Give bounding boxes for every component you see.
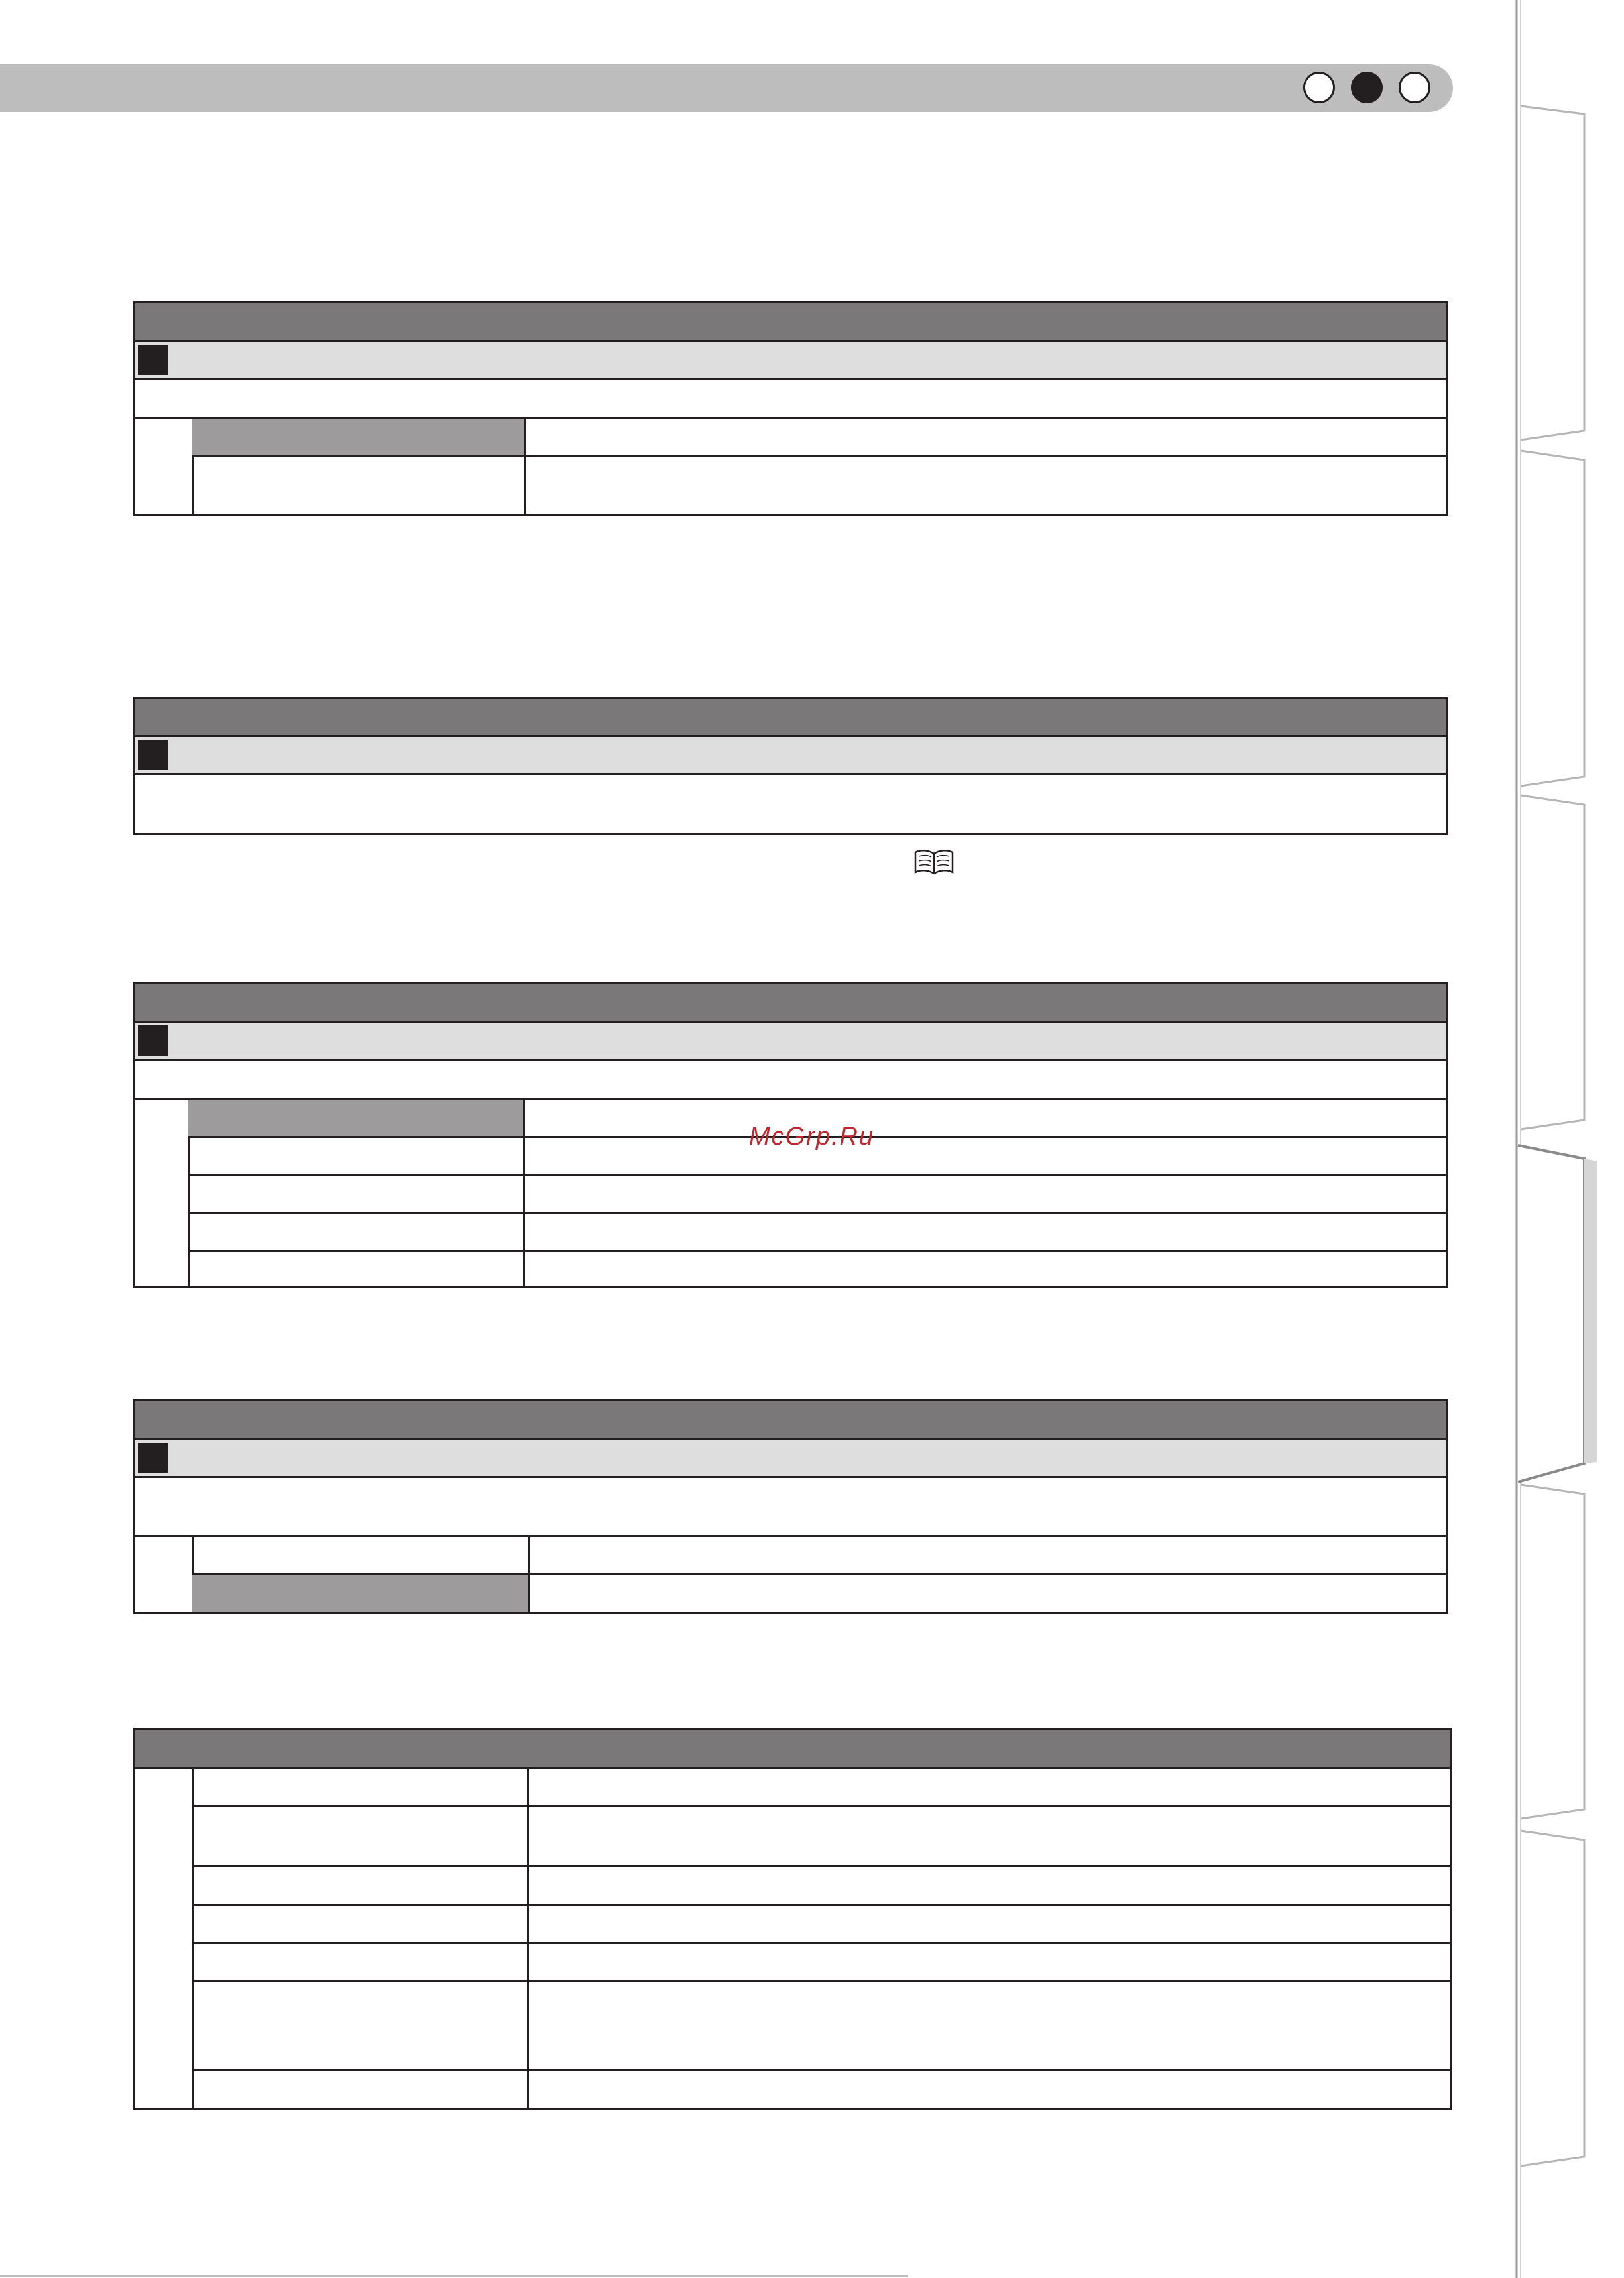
table-1-option-2-label xyxy=(192,457,526,514)
chapter-tabs xyxy=(1511,0,1624,2278)
table-5-option-6-label xyxy=(192,1982,529,2071)
table-5-option-2-value xyxy=(529,1807,1450,1867)
table-3-option-5-value xyxy=(525,1252,1446,1286)
table-3-option-1-label xyxy=(188,1100,525,1138)
section-marker-icon xyxy=(138,345,168,375)
section-marker-icon xyxy=(138,1443,168,1473)
page-indicator-dot-1 xyxy=(1303,72,1335,103)
table-1-header xyxy=(135,303,1446,342)
table-5-option-7-label xyxy=(192,2071,529,2108)
table-5-indent xyxy=(135,1769,194,2108)
table-1-option-1-label xyxy=(192,419,526,457)
table-1-subheader xyxy=(135,342,1446,380)
page-indicator-dot-3 xyxy=(1399,72,1430,103)
table-3-option-5-label xyxy=(188,1252,525,1286)
table-1-option-1-value xyxy=(526,419,1446,457)
table-4-option-2-label xyxy=(192,1575,530,1612)
table-4-option-1-value xyxy=(530,1537,1446,1575)
table-5-option-4-value xyxy=(529,1906,1450,1944)
table-3-description xyxy=(135,1061,1446,1100)
table-4-header xyxy=(135,1401,1446,1440)
table-5-option-3-value xyxy=(529,1867,1450,1906)
table-4-subheader xyxy=(135,1440,1446,1478)
section-marker-icon xyxy=(138,1025,168,1056)
table-5-option-5-value xyxy=(529,1944,1450,1982)
table-2-description xyxy=(135,775,1446,833)
table-5-option-7-value xyxy=(529,2071,1450,2108)
settings-table-1 xyxy=(133,301,1448,516)
table-3-option-2-value xyxy=(525,1138,1446,1176)
table-1-indent xyxy=(135,419,194,514)
book-icon xyxy=(913,848,955,875)
table-5-option-1-label xyxy=(192,1769,529,1807)
table-3-option-4-value xyxy=(525,1214,1446,1252)
header-bar xyxy=(0,64,1453,112)
table-3-option-3-value xyxy=(525,1176,1446,1214)
table-5-option-4-label xyxy=(192,1906,529,1944)
table-5-option-3-label xyxy=(192,1867,529,1906)
table-4-option-1-label xyxy=(192,1537,530,1575)
table-5-option-1-value xyxy=(529,1769,1450,1807)
table-4-option-2-value xyxy=(530,1575,1446,1612)
settings-table-5 xyxy=(133,1728,1452,2110)
table-3-subheader xyxy=(135,1023,1446,1061)
watermark: McGrp.Ru xyxy=(749,1123,875,1151)
table-1-option-2-value xyxy=(526,457,1446,514)
table-3-indent xyxy=(135,1100,190,1286)
table-4-indent xyxy=(135,1537,194,1612)
table-2-header xyxy=(135,699,1446,737)
table-5-option-2-label xyxy=(192,1807,529,1867)
settings-table-4 xyxy=(133,1399,1448,1614)
section-marker-icon xyxy=(138,740,168,770)
table-3-header xyxy=(135,984,1446,1023)
table-2-subheader xyxy=(135,737,1446,775)
table-3-option-2-label xyxy=(188,1138,525,1176)
table-3-option-1-value xyxy=(525,1100,1446,1138)
settings-table-2 xyxy=(133,697,1448,835)
bottom-rule xyxy=(0,2275,908,2277)
table-5-option-6-value xyxy=(529,1982,1450,2071)
table-4-description xyxy=(135,1478,1446,1537)
table-3-option-4-label xyxy=(188,1214,525,1252)
table-5-option-5-label xyxy=(192,1944,529,1982)
page-indicator-dot-2 xyxy=(1351,72,1383,103)
table-3-option-3-label xyxy=(188,1176,525,1214)
table-5-header xyxy=(135,1730,1450,1769)
table-1-description xyxy=(135,380,1446,419)
